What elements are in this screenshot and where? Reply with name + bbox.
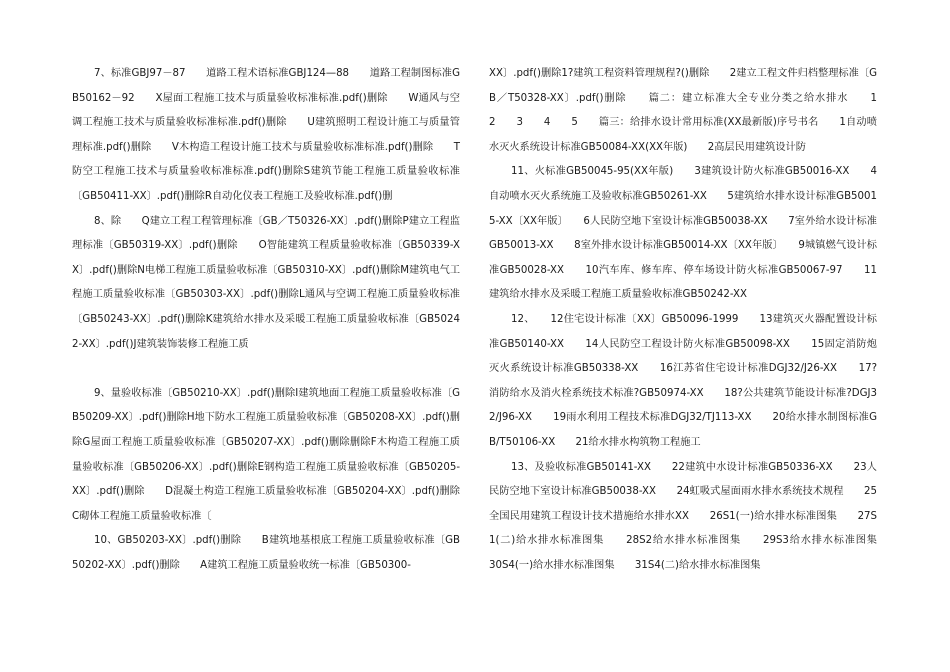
right-column bbox=[489, 62, 898, 578]
paragraph: 7、标准GBJ97－87 道路工程术语标准GBJ124—88 道路工程制图标准GB50162－92 X屋面工程施工技术与质量验收标准标准.pdf()删除 W通风与空调工程施工技术与质量验收标准标准.pdf()删除 U建筑照明工程设计施工与质量管理标准.pdf()删除 V木构造工程设计施工技术与质量验收标准标准.pdf()删除 T防空工程施工技术与质量验收标准标准.pdf()删除S建筑节能工程施工质量验收标准〔GB50411-XX〕.pdf()删除R自动化仪表工程施工及验收标准.pdf()删 bbox=[72, 68, 460, 202]
paragraph: 11、火标准GB50045-95(XX年版) 3建筑设计防火标准GB50016-XX 4自动喷水灭火系统施工及验收标准GB50261-XX 5建筑给水排水设计标准GB50015-XX〔XX年版〕 6人民防空地下室设计标准GB50038-XX 7室外给水设计标准GB50013-XX 8室外排水设计标准GB50014-XX〔XX年版〕 9城镇燃气设计标准GB50028-XX 10汽车库、修车库、停车场设计防火标准GB50067-97 11建筑给水排水及采暖工程施工质量验收标准GB50242-XX bbox=[489, 166, 877, 301]
paragraph: 13、及验收标准GB50141-XX 22建筑中水设计标准GB50336-XX 23人民防空地下室设计标准GB50038-XX 24虹吸式屋面雨水排水系统技术规程 25全国民用建筑工程设计技术措施给水排水XX 26S1(一)给水排水标准图集 27S1(二)给水排水标准图集 28S2给水排水标准图集 29S3给水排水标准图集 30S4(一)给水排水标准图集 31S4(二)给水排水标准图集 bbox=[489, 461, 898, 571]
paragraph: 9、量验收标准〔GB50210-XX〕.pdf()删除I建筑地面工程施工质量验收标准〔GB50209-XX〕.pdf()删除H地下防水工程施工质量验收标准〔GB50208-XX〕.pdf()删除G屋面工程施工质量验收标准〔GB50207-XX〕.pdf()删除删除F木构造工程施工质量验收标准〔GB50206-XX〕.pdf()删除E钢构造工程施工质量验收标准〔GB50205-XX〕.pdf()删除 D混凝土构造工程施工质量验收标准〔GB50204-XX〕.pdf()删除 C砌体工程施工质量验收标准〔 bbox=[72, 387, 481, 522]
paragraph: XX〕.pdf()删除1?建筑工程资料管理规程?()删除 2建立工程文件归档整理标准〔GB／T50328-XX〕.pdf()删除 篇二：建立标准大全专业分类之给水排水 1 2 3 4 5 篇三：给排水设计常用标准(XX最新版)序号书名 1自动喷水灭火系统设计标准GB50084-XX(XX年版) 2高层民用建筑设计防 bbox=[489, 68, 898, 153]
left-column bbox=[72, 62, 481, 578]
paragraph: 12、 12住宅设计标准〔XX〕GB50096-1999 13建筑灭火器配置设计标准GB50140-XX 14人民防空工程设计防火标准GB50098-XX 15固定消防炮灭火系统设计标准GB50338-XX 16江苏省住宅设计标准DGJ32/J26-XX 17?消防给水及消火栓系统技术标准?GB50974-XX 18?公共建筑节能设计标准?DGJ32/J96-XX 19雨水利用工程技术标准DGJ32/TJ113-XX 20给水排水制图标准GB/T50106-XX 21给水排水构筑物工程施工 bbox=[489, 313, 877, 448]
paragraph: 8、除 Q建立工程工程管理标准〔GB／T50326-XX〕.pdf()删除P建立工程监理标准〔GB50319-XX〕.pdf()删除 O智能建筑工程质量验收标准〔GB50339-XX〕.pdf()删除N电梯工程施工质量验收标准〔GB50310-XX〕.pdf()删除M建筑电气工程施工质量验收标准〔GB50303-XX〕.pdf()删除L通风与空调工程施工质量验收标准〔GB50243-XX〕.pdf()删除K建筑给水排水及采暖工程施工质量验收标准〔GB50242-XX〕.pdf()J建筑装饰装修工程施工质 bbox=[72, 215, 460, 350]
paragraph: 10、GB50203-XX〕.pdf()删除 B建筑地基根底工程施工质量验收标准〔GB50202-XX〕.pdf()删除 A建筑工程施工质量验收统一标准〔GB50300- bbox=[72, 535, 460, 571]
blank-line bbox=[72, 357, 460, 382]
